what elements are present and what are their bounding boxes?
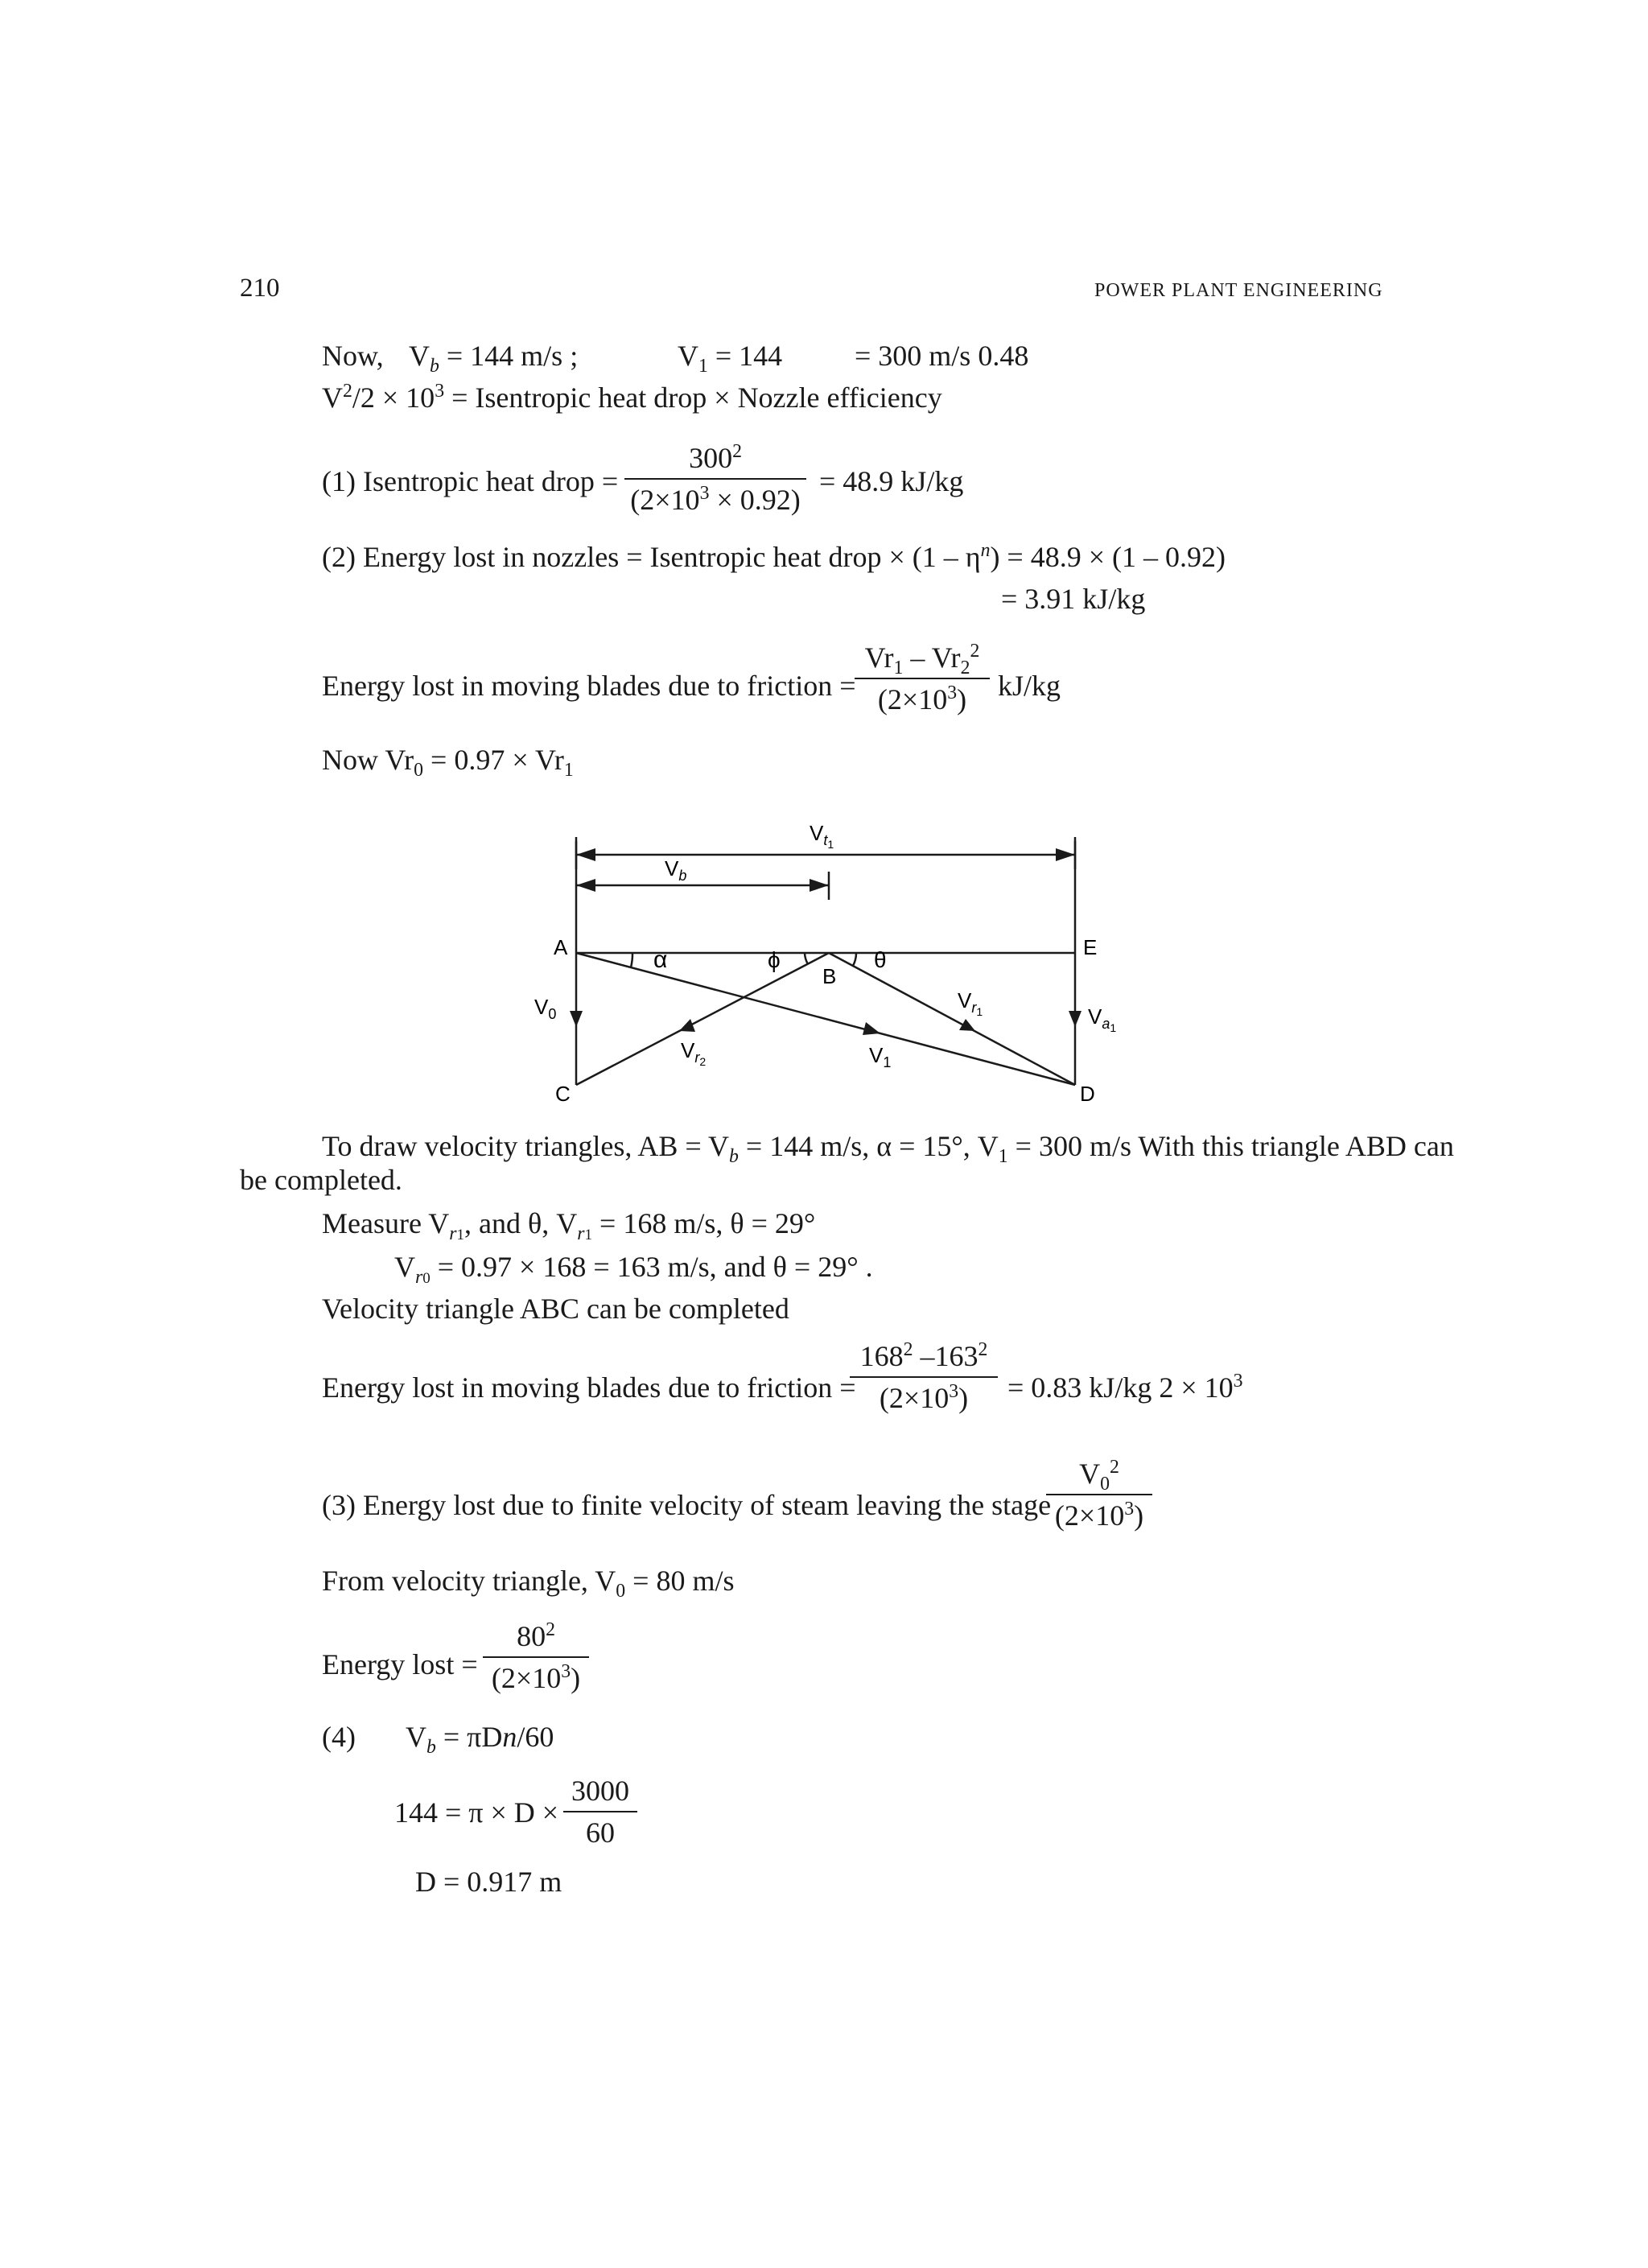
step1-numerator: $300^2$ [624, 441, 806, 480]
energy-equation-line: $V^2/2 \times 10^3$ = Isentropic heat drop × Nozzle efficiency [322, 381, 942, 414]
step3-fraction [1046, 1457, 1152, 1532]
step1-result: = 48.9 kJ/kg [819, 465, 964, 497]
step2-result: = 3.91 kJ/kg [1001, 583, 1146, 615]
triangle-abc-line: Velocity triangle ABC can be completed [322, 1293, 789, 1325]
vr2-arrow [679, 1019, 695, 1032]
step3-label: (3) Energy lost due to finite velocity of steam leaving the stage [322, 1489, 1052, 1521]
vb-right-arrow [810, 879, 829, 892]
step4-label: (4) [322, 1721, 356, 1753]
running-title: POWER PLANT ENGINEERING [1094, 280, 1383, 301]
triangle-paragraph-line2: be completed. [240, 1164, 402, 1196]
step3-denominator: $(2\times 10^3)$ [1054, 1499, 1144, 1532]
diameter-equation: 144 = π × D × [394, 1796, 559, 1829]
step1-denominator: $(2\times 10^3 \times 0.92)$ [630, 483, 801, 516]
vb-equation: $V_b = 144$ m/s ; [409, 340, 579, 377]
rpm-fraction [563, 1774, 637, 1849]
line-bd [829, 953, 1075, 1085]
point-a-label: A [554, 935, 568, 959]
v1-equation: $V_1 = 144$ [678, 340, 783, 377]
page-number: 210 [240, 274, 280, 303]
point-e-label: E [1083, 935, 1098, 959]
energy-lost-denominator: $(2\times 10^3)$ [491, 1661, 581, 1694]
vb-left-arrow [576, 879, 595, 892]
v1-arrow [863, 1022, 880, 1035]
rpm-numerator: 3000 [563, 1774, 637, 1812]
alpha-label: α [653, 946, 668, 973]
phi-label: ϕ [768, 947, 781, 972]
energy-lost-fraction [483, 1619, 589, 1695]
point-b-label: B [822, 964, 837, 988]
vr0-relation: Now $Vr_0 = 0.97 \times Vr_1$ [322, 744, 574, 781]
v0-label: $V_0$ [534, 995, 557, 1022]
va1-arrow [1069, 1011, 1082, 1027]
diameter-result: D = 0.917 m [415, 1866, 562, 1898]
friction2-numerator: $168^2$ $-163^2$ [850, 1339, 998, 1378]
vt1-label: $V_t1$ [810, 821, 834, 851]
v1-label: $V_1$ [869, 1043, 892, 1070]
step1-label: (1) Isentropic heat drop = [322, 465, 619, 497]
energy-lost-numerator: $80^2$ [483, 1619, 589, 1658]
theta-label: θ [874, 947, 887, 972]
alpha-arc [631, 953, 632, 967]
friction1-unit: kJ/kg [998, 670, 1061, 702]
friction1-label: Energy lost in moving blades due to friction = [322, 670, 856, 702]
phi-arc [805, 953, 808, 964]
va1-label: $V_a1$ [1088, 1004, 1117, 1034]
friction1-numerator: $Vr_1 - Vr_2^2$ [855, 641, 990, 679]
vb-label: $V_b$ [665, 856, 687, 884]
vt1-right-arrow [1056, 848, 1075, 861]
point-c-label: C [555, 1082, 571, 1106]
point-d-label: D [1080, 1082, 1095, 1106]
theta-arc [853, 953, 856, 966]
rpm-denominator: 60 [586, 1816, 615, 1849]
vr2-label: $V_r2$ [681, 1038, 707, 1068]
step2-equation: (2) Energy lost in nozzles = Isentropic heat drop × $(1 - \eta^n) = 48.9 \times (1 - 0.92)$ [322, 540, 1226, 573]
vr0-value-line: $V_{r0} = 0.97 \times 168 = 163$ m/s, and θ = 29° . [394, 1251, 873, 1289]
v0-value-line: From velocity triangle, $V_0 = 80$ m/s [322, 1565, 735, 1602]
vr1-label: $V_r1$ [958, 988, 983, 1018]
friction2-fraction [850, 1339, 998, 1415]
energy-lost-label: Energy lost = [322, 1648, 478, 1680]
vt1-left-arrow [576, 848, 595, 861]
velocity-triangle-diagram [0, 0, 1648, 1127]
blade-speed-equation: $V_b = \pi Dn/60$ [406, 1721, 554, 1759]
friction1-denominator: $(2\times 10^3)$ [877, 682, 967, 715]
friction2-result: = 0.83 kJ/kg $2 \times 10^3$ [1007, 1371, 1243, 1404]
v0-arrow [570, 1011, 583, 1027]
triangle-paragraph-line1: To draw velocity triangles, AB = $V_b = 144$ m/s, α = 15°, $V_1 = 300$ m/s With this triangle ABD can [322, 1130, 1454, 1168]
measure-line: Measure $V_{r1}$, and θ, $V_{r1} = 168$ m/s, θ = 29° [322, 1207, 816, 1245]
step3-numerator: $V_0^2$ [1046, 1457, 1152, 1495]
v1-result: = 300 m/s 0.48 [855, 340, 1029, 372]
friction2-denominator: $(2\times 10^3)$ [879, 1381, 969, 1414]
friction2-label: Energy lost in moving blades due to friction = [322, 1371, 856, 1404]
now-label: Now, [322, 340, 384, 372]
